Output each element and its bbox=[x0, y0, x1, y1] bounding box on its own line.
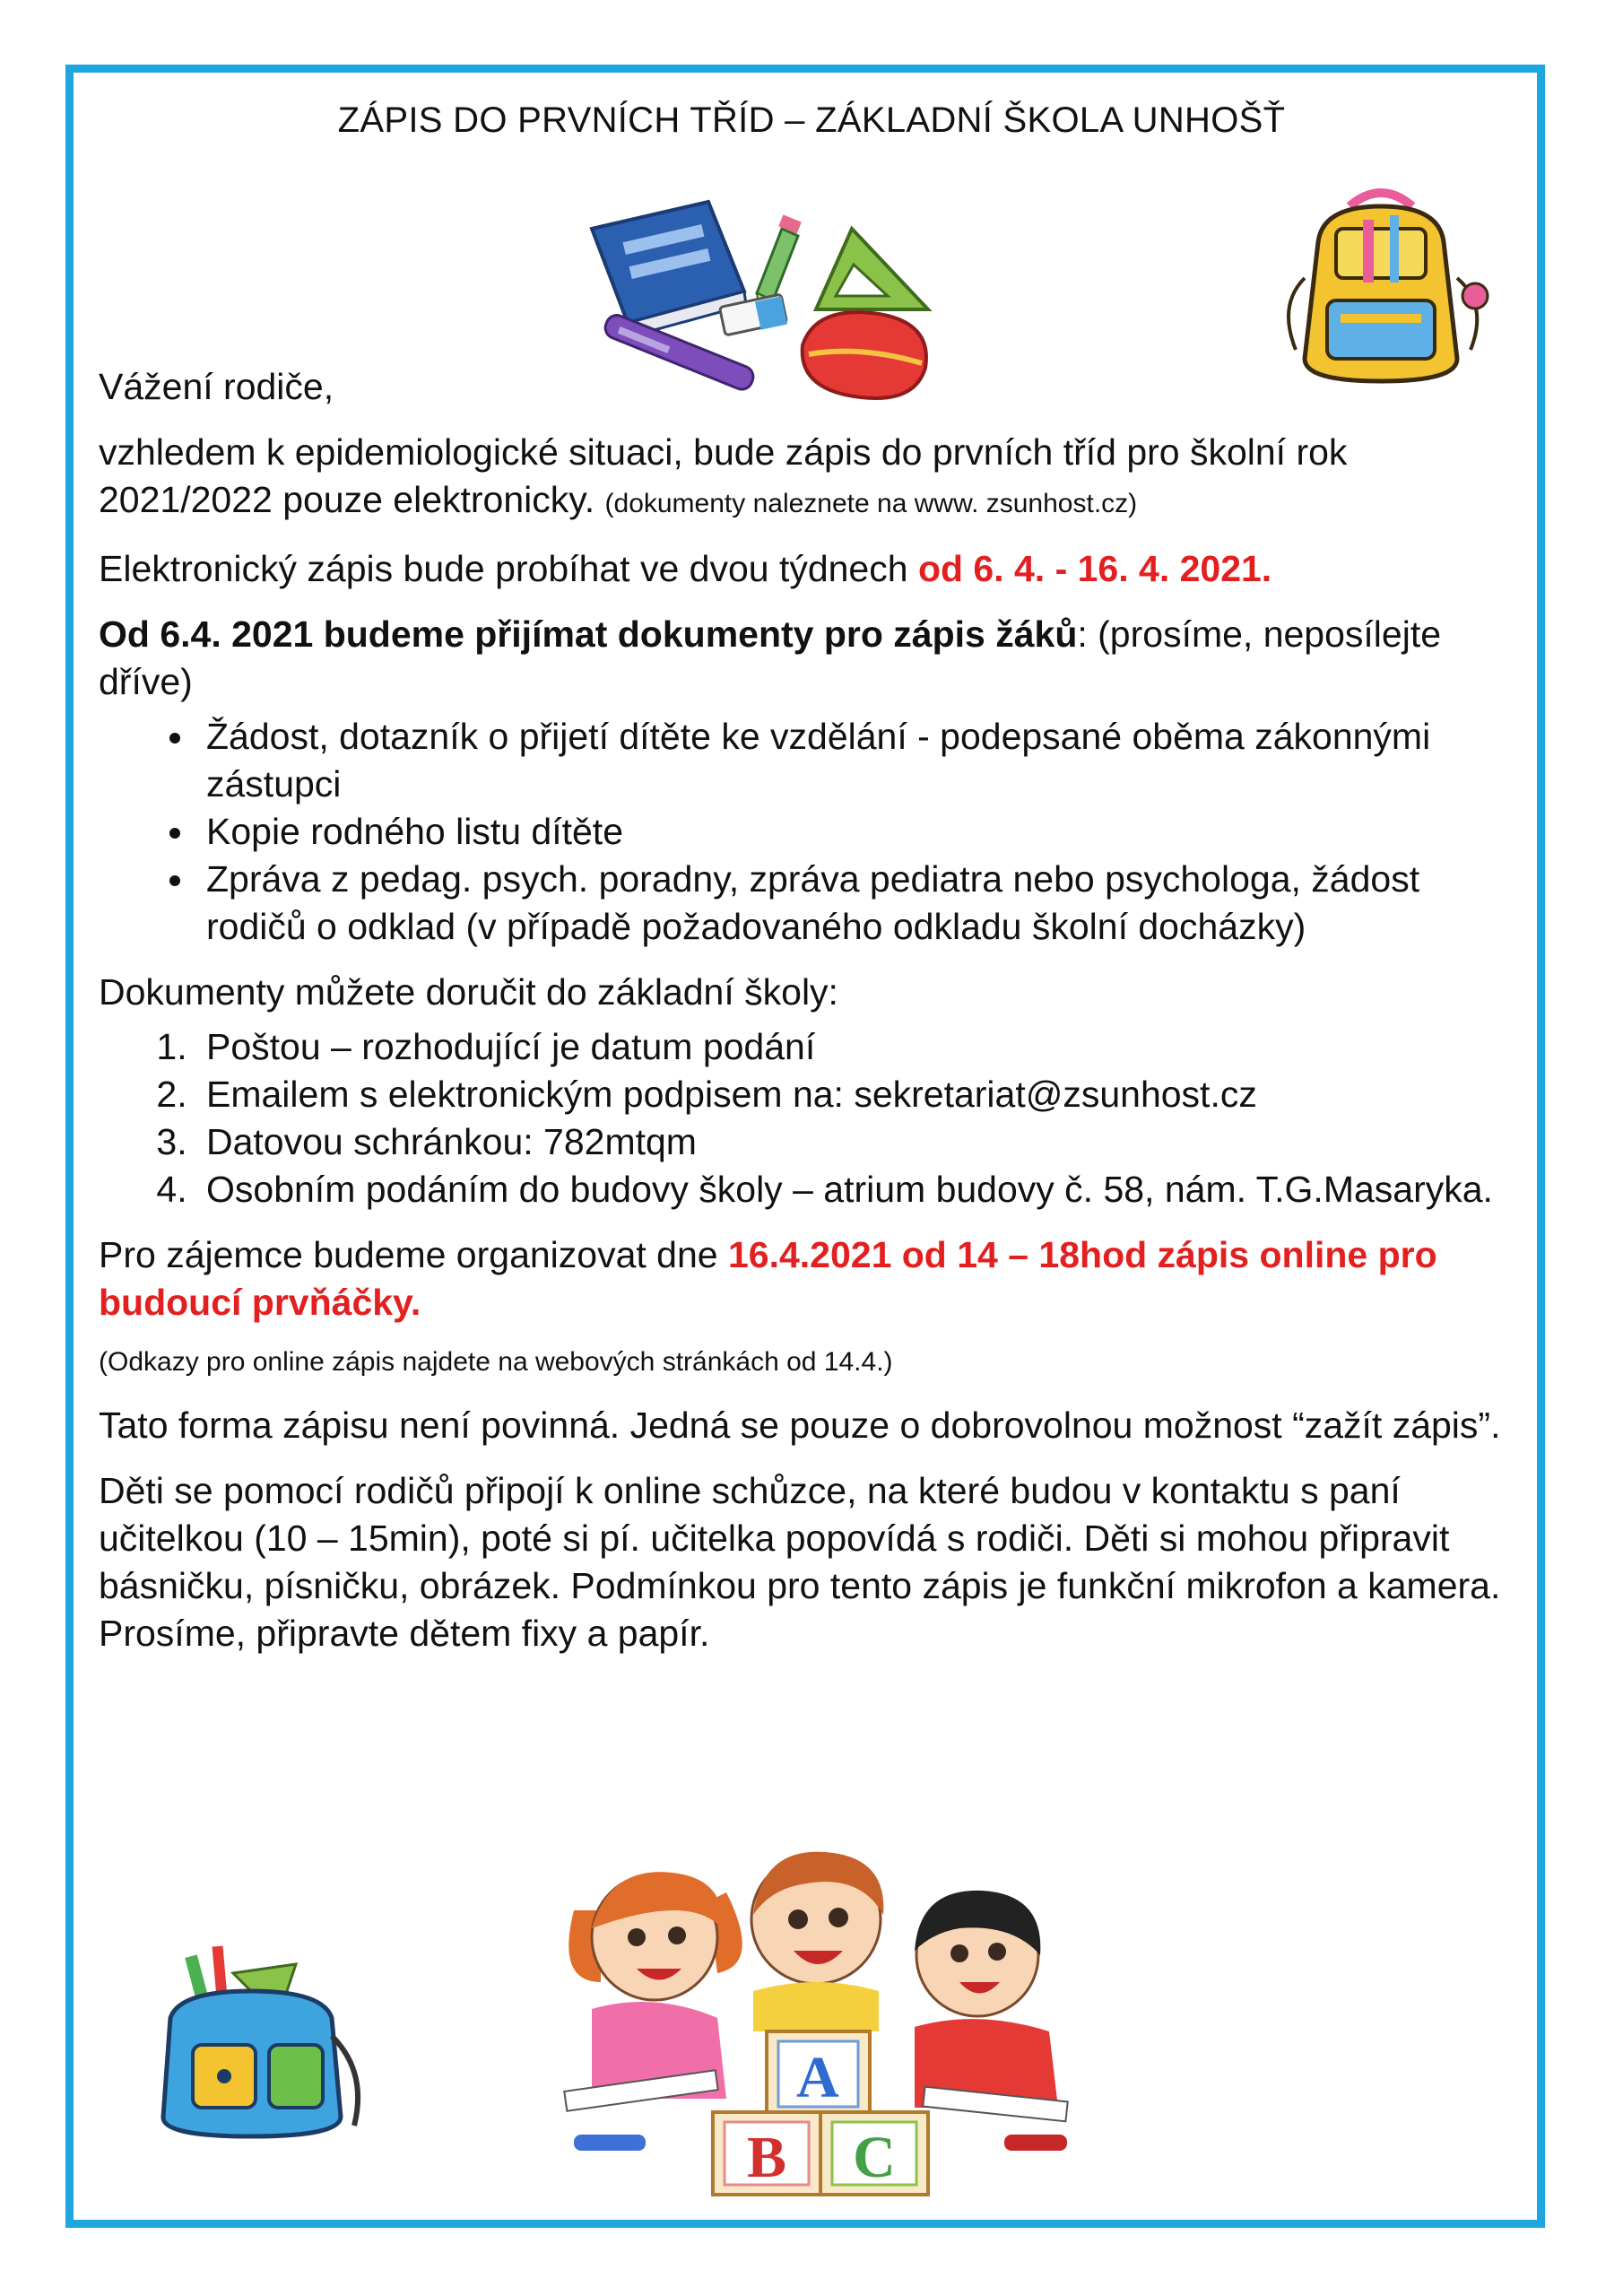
documents-paragraph bbox=[99, 611, 1524, 706]
letter-body bbox=[99, 363, 1524, 1675]
details-paragraph: Děti se pomocí rodičů připojí k online schůzce, na které budou v kontaktu s paní učitelkou (10 – 15min), poté si pí. učitelka popovídá s rodiči. Děti si mohou připravit básničku, písničku, obrázek. Podmínkou pro tento zápis je funkční mikrofon a kamera. Prosíme, připravte dětem fixy a papír. bbox=[99, 1470, 1501, 1654]
triangle-ruler-icon bbox=[816, 229, 928, 309]
backpack-illustration bbox=[1264, 179, 1524, 395]
documents-list bbox=[99, 713, 1524, 951]
boy-figure-center bbox=[751, 1852, 883, 2031]
period-paragraph bbox=[99, 545, 1524, 593]
list-item: • Žádost, dotazník o přijetí dítěte ke vzdělání - podepsané oběma zákonnými zástupci bbox=[197, 713, 1524, 808]
kids-abc-blocks-illustration bbox=[538, 1839, 1094, 2197]
block-b-letter: B bbox=[746, 2125, 787, 2190]
intro-small-note: (dokumenty naleznete na www. zsunhost.cz) bbox=[604, 489, 1138, 518]
online-paragraph bbox=[99, 1231, 1524, 1326]
list-item: 1. Poštou – rozhodující je datum podání bbox=[197, 1023, 1524, 1071]
intro-text: vzhledem k epidemiologické situaci, bude zápis do prvních tříd pro školní rok 2021/2022 pouze elektronicky. bbox=[99, 431, 1348, 520]
list-item: 3. Datovou schránkou: 782mtqm bbox=[197, 1118, 1524, 1166]
list-item: • Kopie rodného listu dítěte bbox=[197, 808, 1524, 856]
page-title: ZÁPIS DO PRVNÍCH TŘÍD – ZÁKLADNÍ ŠKOLA UNHOŠŤ bbox=[337, 100, 1286, 140]
online-text: Pro zájemce budeme organizovat dne bbox=[99, 1234, 728, 1275]
delivery-list bbox=[99, 1023, 1524, 1213]
period-dates: od 6. 4. - 16. 4. 2021. bbox=[917, 548, 1272, 589]
list-item: 2. Emailem s elektronickým podpisem na: sekretariat@zsunhost.cz bbox=[197, 1071, 1524, 1118]
delivery-heading: Dokumenty můžete doručit do základní školy: bbox=[99, 971, 838, 1013]
greeting: Vážení rodiče, bbox=[99, 366, 334, 407]
period-text: Elektronický zápis bude probíhat ve dvou týdnech bbox=[99, 548, 918, 589]
girl-figure bbox=[564, 1872, 742, 2151]
voluntary-paragraph: Tato forma zápisu není povinná. Jedná se pouze o dobrovolnou možnost “zažít zápis”. bbox=[99, 1405, 1501, 1446]
block-c bbox=[820, 2112, 928, 2195]
intro-paragraph bbox=[99, 429, 1524, 527]
documents-heading: Od 6.4. 2021 budeme přijímat dokumenty pro zápis žáků bbox=[99, 613, 1078, 655]
list-item: • Zpráva z pedag. psych. poradny, zpráva pediatra nebo psychologa, žádost rodičů o odklad (v případě požadovaného odkladu školní docházky) bbox=[197, 856, 1524, 951]
list-item: 4. Osobním podáním do budovy školy – atrium budovy č. 58, nám. T.G.Masaryka. bbox=[197, 1166, 1524, 1213]
blue-backpack-illustration bbox=[143, 1937, 377, 2144]
block-a bbox=[767, 2031, 870, 2117]
block-b bbox=[713, 2112, 820, 2195]
links-note: (Odkazy pro online zápis najdete na webových stránkách od 14.4.) bbox=[99, 1347, 893, 1377]
boy-figure-right bbox=[915, 1891, 1068, 2151]
online-highlight: 16.4.2021 od 14 – 18hod zápis online pro budoucí prvňáčky. bbox=[99, 1234, 1437, 1323]
documents-note: : (prosíme, neposílejte dříve) bbox=[99, 613, 1442, 702]
block-c-letter: C bbox=[853, 2125, 896, 2190]
block-a-letter: A bbox=[796, 2045, 839, 2110]
